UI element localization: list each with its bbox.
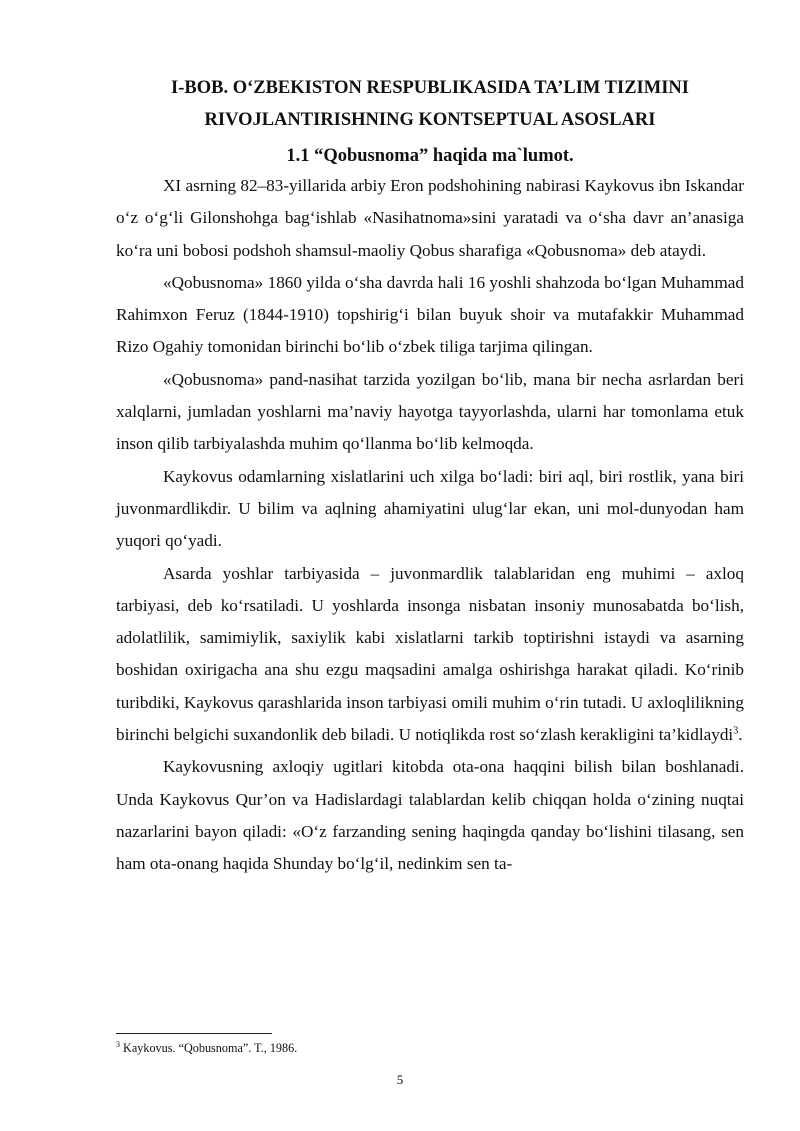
- section-title: 1.1 “Qobusnoma” haqida ma`lumot.: [286, 146, 574, 166]
- footnote-separator: [116, 1033, 272, 1034]
- footnote-reference[interactable]: 3: [733, 725, 739, 737]
- footnote-number: 3: [116, 1039, 120, 1049]
- chapter-title-line-2: RIVOJLANTIRISHNING KONTSEPTUAL ASOSLARI: [204, 110, 656, 130]
- paragraph-5-text: Asarda yoshlar tarbiyasida – juvonmardlik talablaridan eng muhimi – axloq tarbiyasi, deb ko‘rsatiladi. U yoshlarda insonga nisbatan insoniy munosabatda bo‘lish, adolatlilik, samimiylik, saxiylik kabi xislatlarni tarkib toptirishni istaydi va asarning boshidan oxirigacha ana shu ezgu maqsadini amalga oshirishga harakat qiladi. Ko‘rinib turibdiki, Kaykovus qarashlarida inson tarbiyasi omili muhim o‘rin tutadi. U axloqlilikning birinchi belgichi suxandonlik deb biladi. U notiqlikda rost so‘zlash kerakligini ta’kidlaydi: [116, 563, 744, 745]
- paragraph-4: Kaykovus odamlarning xislatlarini uch xilga bo‘ladi: biri aql, biri rostlik, yana biri juvonmardlikdir. U bilim va aqlning ahamiyatini ulug‘lar ekan, uni mol-dunyodan ham yuqori qo‘yadi.: [116, 466, 744, 551]
- body-text: [116, 170, 744, 881]
- paragraph-5: Asarda yoshlar tarbiyasida – juvonmardlik talablaridan eng muhimi – axloq tarbiyasi, deb ko‘rsatiladi. U yoshlarda insonga nisbatan insoniy munosabatda bo‘lish, adolatlilik, samimiylik, saxiylik kabi xislatlarni tarkib toptirishni istaydi va asarning boshidan oxirigacha ana shu ezgu maqsadini amalga oshirishga harakat qiladi. Ko‘rinib turibdiki, Kaykovus qarashlarida inson tarbiyasi omili muhim o‘rin tutadi. U axloqlilikning birinchi belgichi suxandonlik deb biladi. U notiqlikda rost so‘zlash kerakligini ta’kidlaydi$^3$.: [116, 563, 744, 745]
- page-number: 5: [396, 1072, 404, 1087]
- paragraph-6: Kaykovusning axloqiy ugitlari kitobda ota-ona haqqini bilish bilan boshlanadi. Unda Kaykovus Qur’on va Hadislardagi talablardan kelib chiqqan holda o‘zining nuqtai nazarlarini bayon qiladi: «O‘z farzanding sening haqingda qanday bo‘lishini tilasang, sen ham ota-onang haqida Shunday bo‘lg‘il, nedinkim sen ta-: [116, 757, 744, 874]
- footnote-text: Kaykovus. “Qobusnoma”. T., 1986.: [123, 1041, 298, 1055]
- chapter-title-line-1: I-BOB. O‘ZBEKISTON RESPUBLIKASIDA TA’LIM TIZIMINI: [171, 78, 689, 98]
- paragraph-1: XI asrning 82–83-yillarida arbiy Eron podshohining nabirasi Kaykovus ibn Iskandar o‘z o‘g‘li Gilonshohga bag‘ishlab «Nasihatnoma»sini yaratadi va o‘sha davr an’anasiga ko‘ra uni bobosi podshoh shamsul-maoliy Qobus sharafiga «Qobusnoma» deb ataydi.: [116, 176, 744, 260]
- footnote: [116, 1040, 297, 1056]
- paragraph-3: «Qobusnoma» pand-nasihat tarzida yozilgan bo‘lib, mana bir necha asrlardan beri xalqlarni, jumladan yoshlarni ma’naviy hayotga tayyorlashda, ularni har tomonlama etuk inson qilib tarbiyalashda muhim qo‘llanma bo‘lib kelmoqda.: [116, 369, 744, 454]
- paragraph-2: «Qobusnoma» 1860 yilda o‘sha davrda hali 16 yoshli shahzoda bo‘lgan Muhammad Rahimxon Feruz (1844-1910) topshirig‘i bilan buyuk shoir va mutafakkir Muhammad Rizo Ogahiy tomonidan birinchi bo‘lib o‘zbek tiliga tarjima qilingan.: [116, 272, 744, 357]
